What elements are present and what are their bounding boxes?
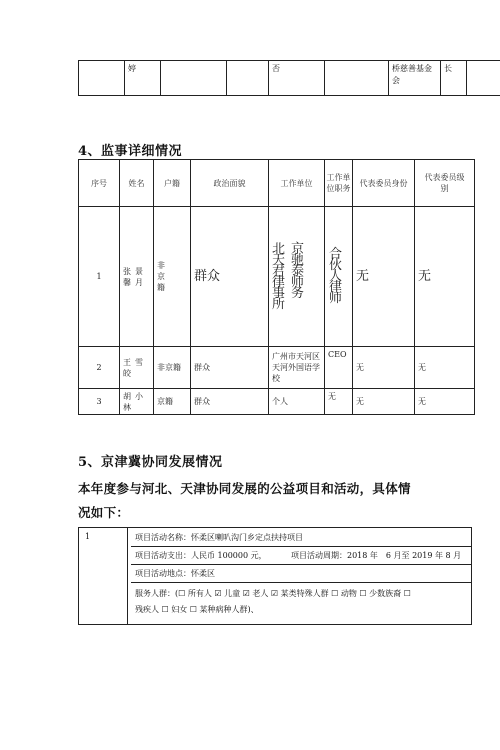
- table-cell: 1: [79, 207, 120, 347]
- table-cell: 3: [79, 389, 120, 415]
- divider: [131, 582, 471, 583]
- table-cell: 个人: [269, 389, 325, 415]
- table-row: [79, 389, 475, 415]
- project-service-line-2: 残疾人 ☐ 妇女 ☐ 某种病种人群)、: [135, 605, 259, 614]
- table-cell: CEO: [325, 347, 353, 389]
- table-cell: 无: [325, 389, 353, 415]
- column-header: 工作单位职务: [325, 160, 353, 207]
- project-service-line-1: 服务人群：(☐ 所有人 ☑ 儿童 ☑ 老人 ☑ 某类特殊人群 ☐ 动物 ☐ 少数族裔 ☐: [135, 589, 411, 598]
- table-cell: 无: [415, 389, 475, 415]
- top-partial-table: [78, 60, 500, 96]
- project-period: 项目活动周期：2018 年 6 月至 2019 年 8 月: [291, 551, 462, 560]
- paragraph-line-1: 本年度参与河北、天津协同发展的公益项目和活动，具体情: [78, 481, 411, 496]
- table-cell: [227, 61, 269, 96]
- column-header: 政治面貌: [191, 160, 269, 207]
- table-cell: 群众: [191, 207, 269, 347]
- project-expense: 项目活动支出：人民币 100000 元，: [135, 551, 267, 560]
- table-cell: 群众: [191, 389, 269, 415]
- supervisor-table: [78, 159, 475, 415]
- table-cell: [325, 61, 389, 96]
- table-cell: 婷: [125, 61, 161, 96]
- table-header-row: [79, 160, 475, 207]
- table-cell: 京籍: [154, 389, 191, 415]
- table-cell: 群众: [191, 347, 269, 389]
- column-header: 代表委员身份: [353, 160, 415, 207]
- column-header: 代表委员级别: [415, 160, 475, 207]
- section-heading-coordination: 5、京津冀协同发展情况: [78, 455, 223, 470]
- project-name: 项目活动名称：怀柔区喇叭沟门乡定点扶持项目: [135, 533, 303, 542]
- column-header: 户籍: [154, 160, 191, 207]
- table-cell: 胡小林: [120, 389, 154, 415]
- table-cell: 王雪皎: [120, 347, 154, 389]
- divider: [131, 564, 471, 565]
- table-row: [79, 61, 500, 96]
- table-cell: 无: [353, 347, 415, 389]
- table-cell: 北京天驰君泰律师事务所: [269, 207, 325, 347]
- project-box: [78, 527, 472, 625]
- paragraph-line-2: 况如下：: [78, 505, 130, 520]
- table-row: [79, 207, 475, 347]
- table-cell: 无: [353, 389, 415, 415]
- table-cell: 非京籍: [154, 207, 191, 347]
- table-cell: 合伙人律师: [325, 207, 353, 347]
- column-header: 姓名: [120, 160, 154, 207]
- table-cell: [467, 61, 500, 96]
- table-cell: 长: [441, 61, 467, 96]
- table-cell: 否: [269, 61, 325, 96]
- table-cell: 广州市天河区天河外国语学校: [269, 347, 325, 389]
- table-row: [79, 347, 475, 389]
- column-header: 序号: [79, 160, 120, 207]
- table-cell: [161, 61, 227, 96]
- table-cell: 非京籍: [154, 347, 191, 389]
- section-heading-supervisors: 4、监事详细情况: [78, 144, 183, 159]
- project-location: 项目活动地点：怀柔区: [135, 569, 215, 578]
- table-cell: 无: [415, 207, 475, 347]
- project-index: 1: [85, 532, 91, 541]
- divider: [127, 528, 128, 624]
- divider: [131, 546, 471, 547]
- table-cell: 桥慈善基金会: [389, 61, 441, 96]
- column-header: 工作单位: [269, 160, 325, 207]
- table-cell: 2: [79, 347, 120, 389]
- table-cell: [79, 61, 125, 96]
- table-cell: 无: [353, 207, 415, 347]
- table-cell: 无: [415, 347, 475, 389]
- table-cell: 张景馨月: [120, 207, 154, 347]
